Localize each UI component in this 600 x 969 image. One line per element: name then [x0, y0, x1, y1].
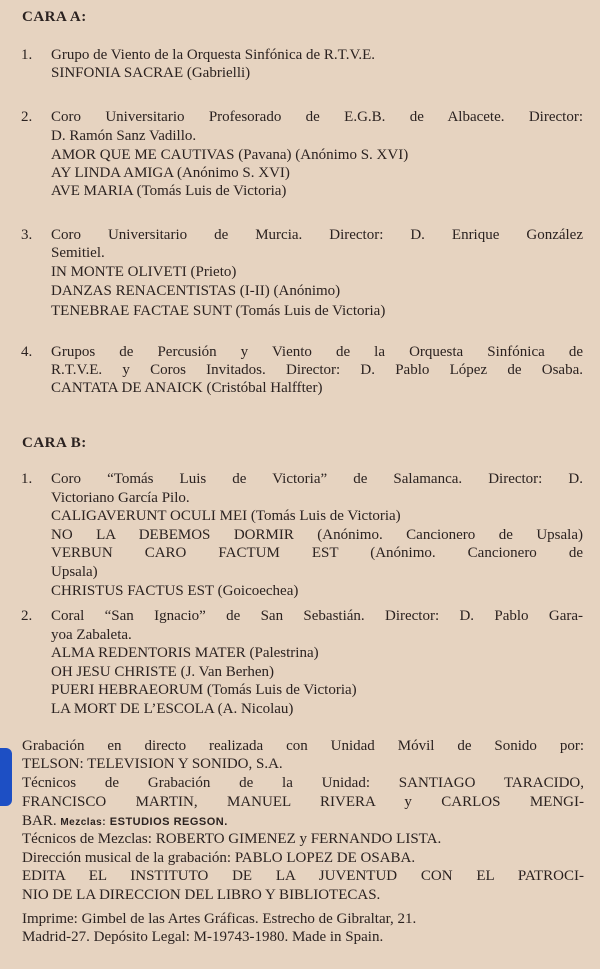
track-line: LA MORT DE L’ESCOLA (A. Nicolau): [51, 701, 294, 717]
track-line: Grupo de Viento de la Orquesta Sinfónica de R.T.V.E.: [51, 47, 376, 63]
track-line: AVE MARIA (Tomás Luis de Victoria): [51, 183, 287, 199]
track-line: IN MONTE OLIVETI (Prieto): [51, 264, 237, 280]
side-a-heading: CARA A:: [22, 9, 87, 25]
track-line: Victoriano García Pilo.: [51, 490, 190, 506]
track-number: 4.: [21, 344, 33, 360]
track-line: CALIGAVERUNT OCULI MEI (Tomás Luis de Victoria): [51, 508, 401, 524]
track-line: VERBUN CARO FACTUM EST (Anónimo. Cancionero de: [51, 545, 583, 561]
track-line: ALMA REDENTORIS MATER (Palestrina): [51, 645, 319, 661]
track-number: 3.: [21, 227, 33, 243]
track-line: DANZAS RENACENTISTAS (I-II) (Anónimo): [51, 283, 341, 299]
credits-line: FRANCISCO MARTIN, MANUEL RIVERA y CARLOS MENGI-: [22, 794, 584, 810]
track-number: 2.: [21, 608, 33, 624]
track-line: Coral “San Ignacio” de San Sebastián. Director: D. Pablo Gara-: [51, 608, 583, 624]
side-b-heading: CARA B:: [22, 435, 87, 451]
track-line: yoa Zabaleta.: [51, 627, 132, 643]
credits-line: Grabación en directo realizada con Unidad Móvil de Sonido por:: [22, 738, 584, 754]
mixing-studio: ESTUDIOS REGSON.: [109, 816, 228, 828]
track-line: CHRISTUS FACTUS EST (Goicoechea): [51, 583, 299, 599]
credits-line: Técnicos de Grabación de la Unidad: SANTIAGO TARACIDO,: [22, 775, 584, 791]
track-line: TENEBRAE FACTAE SUNT (Tomás Luis de Victoria): [51, 303, 386, 319]
track-line: SINFONIA SACRAE (Gabrielli): [51, 65, 251, 81]
track-line: R.T.V.E. y Coros Invitados. Director: D. Pablo López de Osaba.: [51, 362, 583, 378]
credits-line: Dirección musical de la grabación: PABLO LOPEZ DE OSABA.: [22, 850, 416, 866]
credits-text: BAR.: [22, 813, 57, 829]
track-line: AMOR QUE ME CAUTIVAS (Pavana) (Anónimo S. XVI): [51, 147, 409, 163]
credits-line: [22, 813, 228, 831]
credits-line: NIO DE LA DIRECCION DEL LIBRO Y BIBLIOTECAS.: [22, 887, 381, 903]
blue-edge-tab: [0, 748, 12, 806]
track-line: Grupos de Percusión y Viento de la Orquesta Sinfónica de: [51, 344, 583, 360]
track-line: Semitiel.: [51, 245, 105, 261]
track-line: D. Ramón Sanz Vadillo.: [51, 128, 197, 144]
track-line: Coro “Tomás Luis de Victoria” de Salamanca. Director: D.: [51, 471, 583, 487]
track-line: OH JESU CHRISTE (J. Van Berhen): [51, 664, 275, 680]
mixing-label: Mezclas:: [60, 817, 107, 828]
track-line: AY LINDA AMIGA (Anónimo S. XVI): [51, 165, 290, 181]
track-number: 1.: [21, 471, 33, 487]
track-line: PUERI HEBRAEORUM (Tomás Luis de Victoria): [51, 682, 357, 698]
track-line: Upsala): [51, 564, 98, 580]
track-line: Coro Universitario Profesorado de E.G.B. de Albacete. Director:: [51, 109, 583, 125]
track-line: Coro Universitario de Murcia. Director: D. Enrique González: [51, 227, 583, 243]
credits-line: Madrid-27. Depósito Legal: M-19743-1980. Made in Spain.: [22, 929, 384, 945]
track-number: 1.: [21, 47, 33, 63]
track-number: 2.: [21, 109, 33, 125]
credits-line: EDITA EL INSTITUTO DE LA JUVENTUD CON EL PATROCI-: [22, 868, 584, 884]
credits-line: TELSON: TELEVISION Y SONIDO, S.A.: [22, 756, 283, 772]
credits-line: Imprime: Gimbel de las Artes Gráficas. Estrecho de Gibraltar, 21.: [22, 911, 417, 927]
track-line: CANTATA DE ANAICK (Cristóbal Halffter): [51, 380, 323, 396]
credits-line: Técnicos de Mezclas: ROBERTO GIMENEZ y FERNANDO LISTA.: [22, 831, 442, 847]
track-line: NO LA DEBEMOS DORMIR (Anónimo. Cancionero de Upsala): [51, 527, 583, 543]
